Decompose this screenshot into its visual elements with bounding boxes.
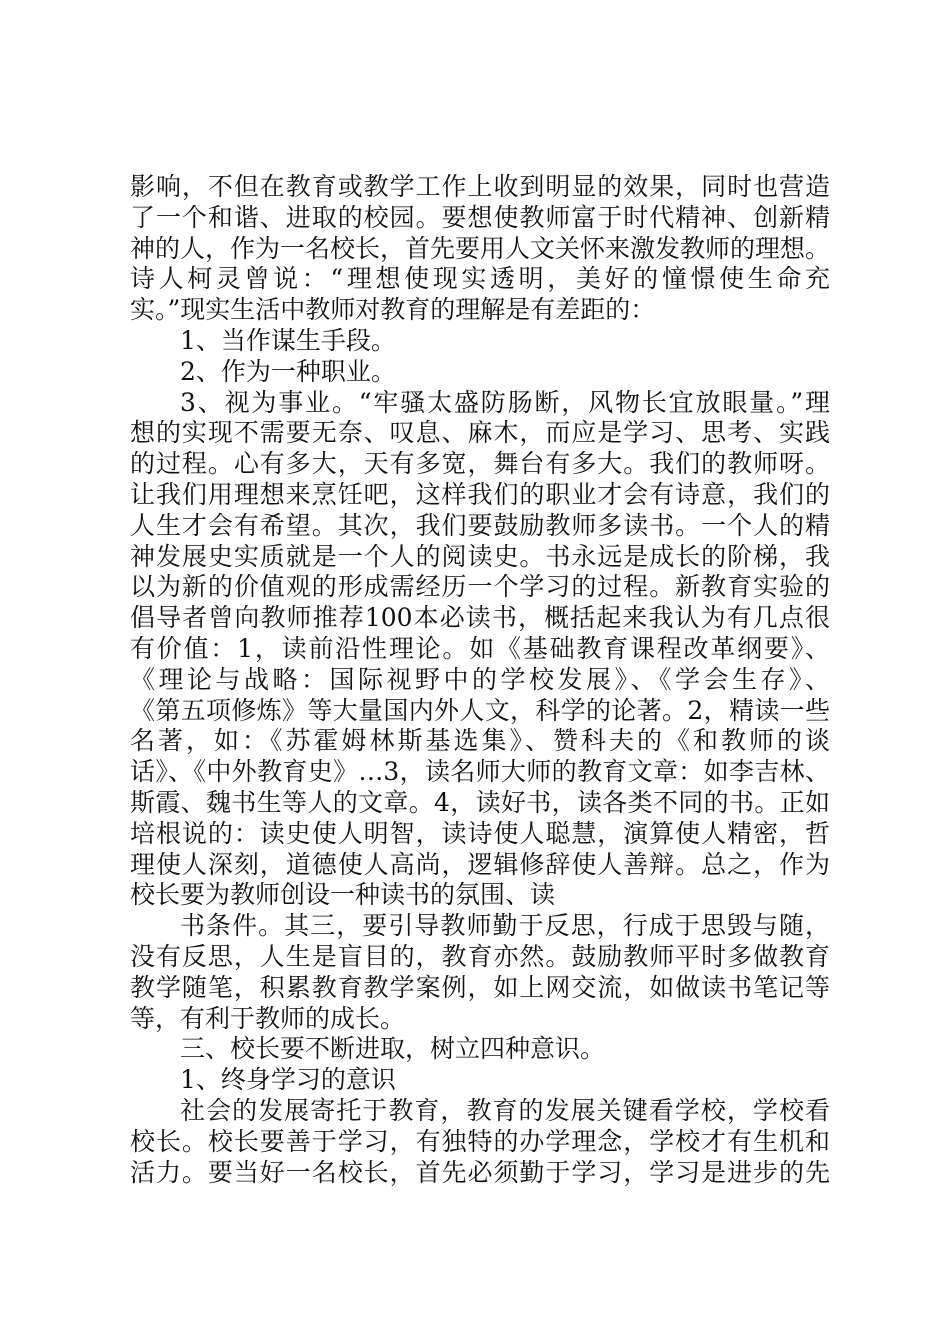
text-line: 校长。校长要善于学习，有独特的办学理念，学校才有生机和 bbox=[130, 1126, 830, 1156]
text-line: 没有反思，人生是盲目的，教育亦然。鼓励教师平时多做教育 bbox=[130, 941, 830, 971]
text-line: 名著，如：《苏霍姆林斯基选集》、赞科夫的《和教师的谈 bbox=[130, 726, 830, 756]
text-line: 理使人深刻，道德使人高尚，逻辑修辞使人善辩。总之，作为 bbox=[130, 849, 830, 879]
text-line: 有价值：1，读前沿性理论。如《基础教育课程改革纲要》、 bbox=[130, 633, 830, 663]
text-line: 活力。要当好一名校长，首先必须勤于学习，学习是进步的先 bbox=[130, 1157, 830, 1187]
text-line: 的过程。心有多大，天有多宽，舞台有多大。我们的教师呀。 bbox=[130, 449, 830, 479]
text-line: 等，有利于教师的成长。 bbox=[130, 1003, 406, 1033]
text-line: 校长要为教师创设一种读书的氛围、读 bbox=[130, 880, 556, 910]
text-line: 了一个和谐、进取的校园。要想使教师富于时代精神、创新精 bbox=[130, 202, 830, 232]
text-line: 《第五项修炼》等大量国内外人文，科学的论著。2，精读一些 bbox=[130, 695, 830, 725]
text-line: 1、终身学习的意识 bbox=[180, 1065, 396, 1095]
document-body bbox=[130, 172, 830, 1188]
text-line: 影响，不但在教育或教学工作上收到明显的效果，同时也营造 bbox=[130, 172, 830, 201]
text-line: 教学随笔，积累教育教学案例，如上网交流，如做读书笔记等 bbox=[130, 972, 830, 1002]
text-line: 斯霞、魏书生等人的文章。4，读好书，读各类不同的书。正如 bbox=[130, 787, 830, 817]
text-line: 实。”现实生活中教师对教育的理解是有差距的： bbox=[130, 295, 656, 325]
text-line: 三、校长要不断进取，树立四种意识。 bbox=[180, 1034, 606, 1064]
text-line: 1、当作谋生手段。 bbox=[180, 325, 396, 355]
text-line: 社会的发展寄托于教育，教育的发展关键看学校，学校看 bbox=[180, 1095, 830, 1125]
text-line: 想的实现不需要无奈、叹息、麻木，而应是学习、思考、实践 bbox=[130, 418, 830, 448]
text-line: 人生才会有希望。其次，我们要鼓励教师多读书。一个人的精 bbox=[130, 510, 830, 540]
text-line: 神发展史实质就是一个人的阅读史。书永远是成长的阶梯，我 bbox=[130, 541, 830, 571]
text-line: 倡导者曾向教师推荐100本必读书，概括起来我认为有几点很 bbox=[130, 603, 830, 633]
text-line: 《理论与战略：国际视野中的学校发展》、《学会生存》、 bbox=[130, 664, 830, 694]
text-line: 以为新的价值观的形成需经历一个学习的过程。新教育实验的 bbox=[130, 572, 830, 602]
text-line: 书条件。其三，要引导教师勤于反思，行成于思毁与随， bbox=[180, 911, 830, 941]
text-line: 话》、《中外教育史》…3，读名师大师的教育文章：如李吉林、 bbox=[130, 757, 830, 787]
text-line: 让我们用理想来烹饪吧，这样我们的职业才会有诗意，我们的 bbox=[130, 479, 830, 509]
text-line: 2、作为一种职业。 bbox=[180, 356, 396, 386]
text-line: 培根说的：读史使人明智，读诗使人聪慧，演算使人精密，哲 bbox=[130, 818, 830, 848]
text-line: 诗人柯灵曾说：“理想使现实透明，美好的憧憬使生命充 bbox=[130, 264, 830, 294]
text-line: 神的人，作为一名校长，首先要用人文关怀来激发教师的理想。 bbox=[130, 233, 830, 263]
text-line: 3、视为事业。“牢骚太盛防肠断，风物长宜放眼量。”理 bbox=[180, 387, 830, 417]
